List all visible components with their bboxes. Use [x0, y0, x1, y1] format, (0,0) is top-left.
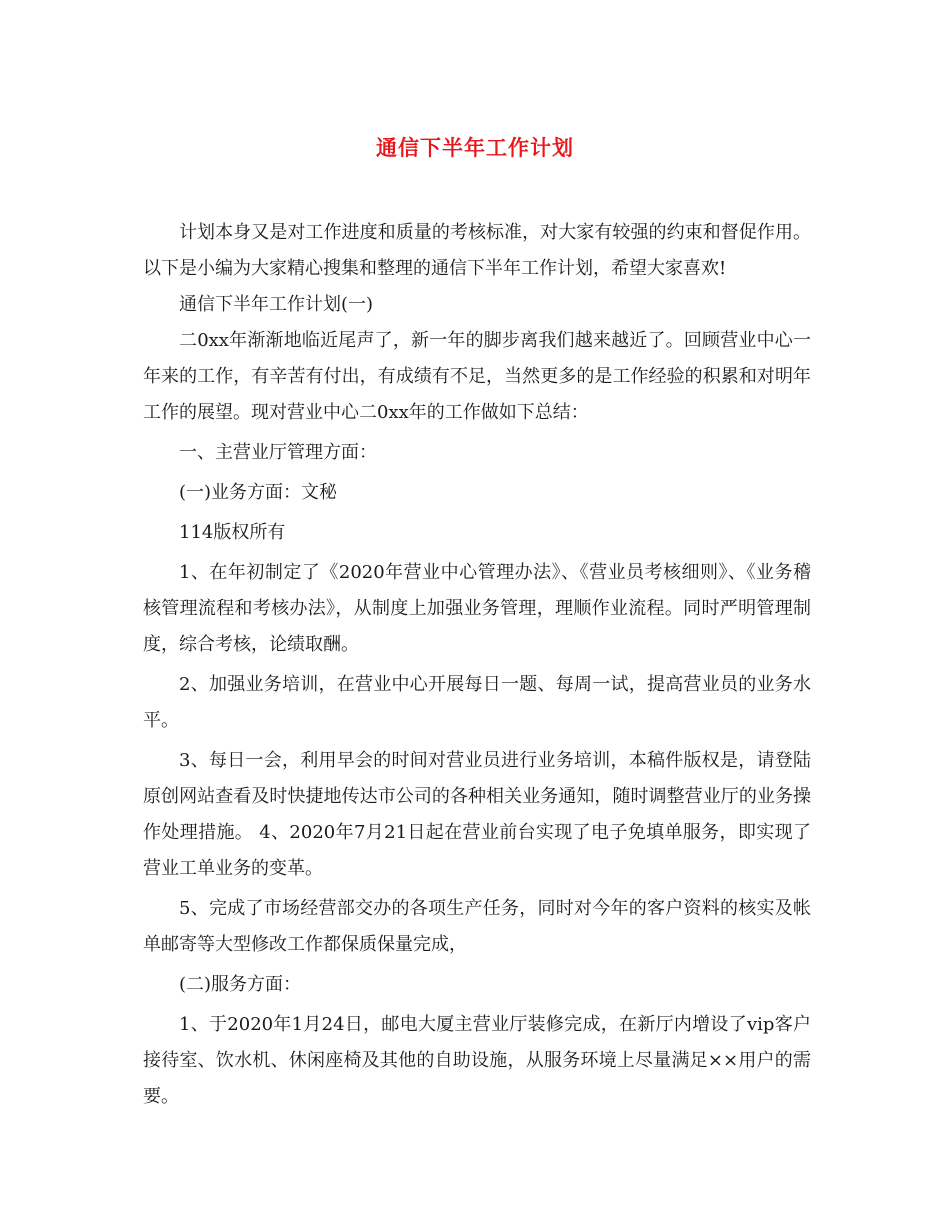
paragraph-service-item-1: 1、于2020年1月24日，邮电大厦主营业厅装修完成，在新厅内增设了vip客户接待室、饮水机、休闲座椅及其他的自助设施，从服务环境上尽量满足××用户的需要。 [143, 1014, 811, 1107]
paragraph-heading-service: (二)服务方面： [179, 974, 302, 995]
paragraph-section-heading: 通信下半年工作计划(一) [179, 294, 374, 315]
paragraph-item-1: 1、在年初制定了《2020年营业中心管理办法》、《营业员考核细则》、《业务稽核管理流程和考核办法》，从制度上加强业务管理，理顺作业流程。同时严明管理制度，综合考核，论绩取酬。 [143, 562, 811, 655]
paragraph-overview: 二0xx年渐渐地临近尾声了，新一年的脚步离我们越来越近了。回顾营业中心一年来的工作，有辛苦有付出，有成绩有不足，当然更多的是工作经验的积累和对明年工作的展望。现对营业中心二0xx年的工作做如下总结： [143, 330, 811, 423]
paragraph-copyright: 114版权所有 [179, 522, 286, 543]
document-body [143, 215, 811, 1115]
paragraph-item-5: 5、完成了市场经营部交办的各项生产任务，同时对今年的客户资料的核实及帐单邮寄等大型修改工作都保质保量完成， [143, 898, 811, 955]
paragraph-intro: 计划本身又是对工作进度和质量的考核标准，对大家有较强的约束和督促作用。以下是小编为大家精心搜集和整理的通信下半年工作计划，希望大家喜欢! [143, 222, 811, 279]
paragraph-item-2: 2、加强业务培训，在营业中心开展每日一题、每周一试，提高营业员的业务水平。 [143, 674, 811, 731]
paragraph-heading-business: (一)业务方面：文秘 [179, 482, 338, 503]
paragraph-heading-hall-management: 一、主营业厅管理方面： [179, 442, 377, 463]
paragraph-item-3-4: 3、每日一会，利用早会的时间对营业员进行业务培训，本稿件版权是，请登陆原创网站查看及时快捷地传达市公司的各种相关业务通知，随时调整营业厅的业务操作处理措施。 4、2020年7月21日起在营业前台实现了电子免填单服务，即实现了营业工单业务的变革。 [143, 750, 811, 879]
document-title: 通信下半年工作计划 [376, 135, 574, 160]
